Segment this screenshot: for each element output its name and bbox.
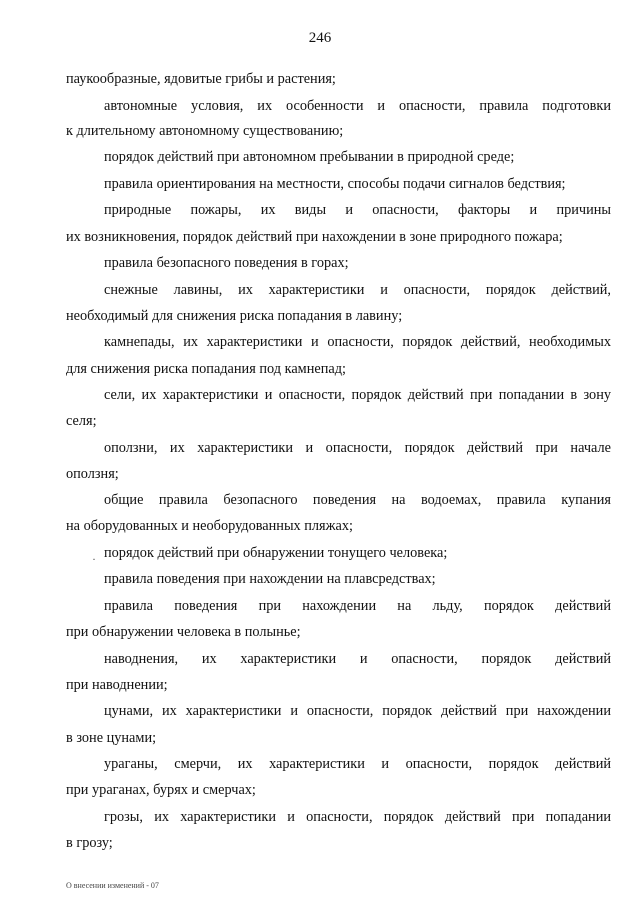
text-line: для снижения риска попадания под камнепад; [66, 361, 346, 377]
text-line: камнепады, их характеристики и опасности, порядок действий, необходимых [104, 334, 611, 350]
text-line: при обнаружении человека в полынье; [66, 624, 301, 640]
text-line: паукообразные, ядовитые грибы и растения; [66, 71, 336, 87]
text-line: правила ориентирования на местности, способы подачи сигналов бедствия; [104, 176, 566, 192]
footer-note: О внесении изменений - 07 [66, 881, 159, 890]
text-line: ураганы, смерчи, их характеристики и опасности, порядок действий [104, 756, 611, 772]
text-line: оползни, их характеристики и опасности, порядок действий при начале [104, 440, 611, 456]
text-line: на оборудованных и необорудованных пляжах; [66, 518, 353, 534]
text-line: наводнения, их характеристики и опасности, порядок действий [104, 651, 611, 667]
text-line: необходимый для снижения риска попадания в лавину; [66, 308, 403, 324]
text-line: правила поведения при нахождении на плавсредствах; [104, 571, 436, 587]
text-line: к длительному автономному существованию; [66, 123, 344, 139]
text-line: при ураганах, бурях и смерчах; [66, 782, 256, 798]
text-line: их возникновения, порядок действий при нахождении в зоне природного пожара; [66, 229, 563, 245]
text-line: порядок действий при автономном пребывании в природной среде; [104, 149, 515, 165]
text-line: порядок действий при обнаружении тонущего человека; [104, 545, 448, 561]
text-line: оползня; [66, 466, 119, 482]
text-line: в зоне цунами; [66, 730, 157, 746]
text-line: природные пожары, их виды и опасности, факторы и причины [104, 202, 611, 218]
text-line: правила поведения при нахождении на льду, порядок действий [104, 598, 611, 614]
text-line: цунами, их характеристики и опасности, порядок действий при нахождении [104, 703, 611, 719]
text-line: общие правила безопасного поведения на водоемах, правила купания [104, 492, 611, 508]
text-line: в грозу; [66, 835, 113, 851]
text-line: сели, их характеристики и опасности, порядок действий при попадании в зону [104, 387, 611, 403]
stray-mark-icon: · [92, 552, 96, 566]
text-line: автономные условия, их особенности и опасности, правила подготовки [104, 98, 611, 114]
page-number: 246 [308, 30, 332, 46]
text-line: селя; [66, 413, 97, 429]
text-line: правила безопасного поведения в горах; [104, 255, 349, 271]
text-line: при наводнении; [66, 677, 168, 693]
text-line: снежные лавины, их характеристики и опасности, порядок действий, [104, 282, 611, 298]
text-line: грозы, их характеристики и опасности, порядок действий при попадании [104, 809, 611, 825]
